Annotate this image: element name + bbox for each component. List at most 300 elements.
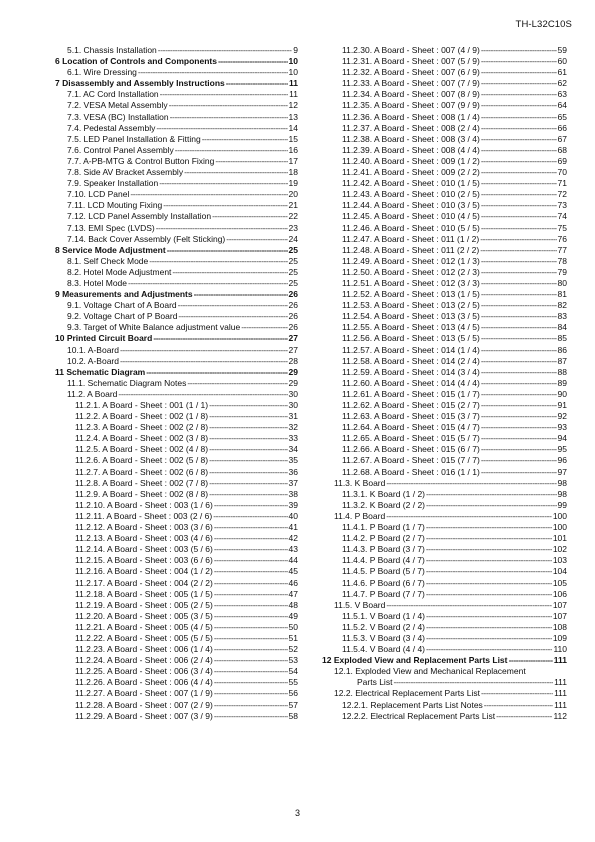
- toc-leader-dots: [481, 688, 553, 699]
- toc-entry[interactable]: [55, 178, 298, 189]
- toc-entry-title: 10.1. A-Board: [67, 344, 119, 355]
- toc-entry-title: 11.2.61. A Board - Sheet : 015 (1 / 7): [342, 388, 480, 399]
- toc-entry-title: 11.2.11. A Board - Sheet : 003 (2 / 6): [75, 510, 213, 521]
- toc-entry-title: 11.3. K Board: [334, 477, 386, 488]
- toc-entry[interactable]: [322, 622, 567, 633]
- toc-entry-title: 11.2.3. A Board - Sheet : 002 (2 / 8): [75, 422, 209, 433]
- toc-page-number: 48: [288, 599, 298, 610]
- toc-leader-dots: [481, 389, 557, 400]
- toc-page-number: 54: [288, 666, 298, 677]
- toc-page-number: 21: [288, 200, 298, 211]
- toc-page-number: 30: [288, 388, 298, 399]
- toc-entry[interactable]: [55, 256, 298, 267]
- toc-page-number: 60: [557, 56, 567, 67]
- toc-entry[interactable]: [55, 211, 298, 222]
- toc-leader-dots: [426, 589, 552, 600]
- toc-entry[interactable]: [55, 112, 298, 123]
- toc-entry[interactable]: [55, 478, 298, 489]
- toc-entry[interactable]: [322, 711, 567, 722]
- toc-leader-dots: [481, 378, 557, 389]
- toc-section-entry[interactable]: [55, 245, 298, 256]
- toc-entry-title: 11.2.59. A Board - Sheet : 014 (3 / 4): [342, 366, 480, 377]
- toc-leader-dots: [172, 267, 287, 278]
- toc-entry-title: 11.2.66. A Board - Sheet : 015 (6 / 7): [342, 444, 480, 455]
- toc-page-number: 88: [557, 366, 567, 377]
- toc-page-number: 14: [288, 122, 298, 133]
- toc-leader-dots: [481, 455, 557, 466]
- toc-entry-title: 7.4. Pedestal Assembly: [67, 122, 156, 133]
- toc-page-number: 46: [288, 577, 298, 588]
- toc-leader-dots: [481, 100, 557, 111]
- toc-entry[interactable]: [322, 544, 567, 555]
- toc-entry-title: 11.2.42. A Board - Sheet : 010 (1 / 5): [342, 178, 480, 189]
- toc-entry-title: 11.2.63. A Board - Sheet : 015 (3 / 7): [342, 411, 480, 422]
- toc-entry[interactable]: [55, 467, 298, 478]
- toc-entry[interactable]: [322, 666, 567, 688]
- toc-entry[interactable]: [322, 100, 567, 111]
- toc-entry[interactable]: [322, 467, 567, 478]
- toc-leader-dots: [481, 289, 557, 300]
- toc-entry[interactable]: [55, 700, 298, 711]
- toc-leader-dots: [481, 178, 557, 189]
- toc-page-number: 111: [554, 677, 567, 688]
- toc-entry[interactable]: [322, 178, 567, 189]
- toc-page-number: 89: [557, 377, 567, 388]
- toc-page-number: 10: [288, 56, 298, 67]
- toc-entry[interactable]: [55, 234, 298, 245]
- toc-section-entry[interactable]: [55, 56, 298, 67]
- toc-entry-title: 11.2.5. A Board - Sheet : 002 (4 / 8): [75, 444, 209, 455]
- toc-entry[interactable]: [55, 345, 298, 356]
- toc-leader-dots: [138, 67, 288, 78]
- toc-entry[interactable]: [55, 89, 298, 100]
- toc-page-number: 67: [557, 133, 567, 144]
- toc-page-number: 103: [552, 555, 567, 566]
- toc-leader-dots: [481, 67, 557, 78]
- toc-page-number: 77: [557, 244, 567, 255]
- toc-section-entry[interactable]: [55, 333, 298, 344]
- toc-entry[interactable]: [322, 211, 567, 222]
- toc-leader-dots: [481, 123, 557, 134]
- toc-entry[interactable]: [322, 489, 567, 500]
- toc-entry[interactable]: [322, 367, 567, 378]
- toc-entry[interactable]: [55, 522, 298, 533]
- toc-entry[interactable]: [55, 389, 298, 400]
- toc-leader-dots: [481, 45, 557, 56]
- toc-entry[interactable]: [55, 100, 298, 111]
- toc-page-number: 16: [288, 144, 298, 155]
- toc-entry[interactable]: [322, 256, 567, 267]
- toc-leader-dots: [481, 167, 557, 178]
- toc-page-number: 93: [557, 422, 567, 433]
- toc-entry[interactable]: [322, 533, 567, 544]
- toc-leader-dots: [209, 411, 287, 422]
- toc-page-number: 99: [557, 499, 567, 510]
- toc-entry[interactable]: [55, 677, 298, 688]
- toc-leader-dots: [156, 123, 287, 134]
- toc-entry[interactable]: [322, 578, 567, 589]
- toc-entry[interactable]: [55, 267, 298, 278]
- toc-page-number: 104: [552, 566, 567, 577]
- toc-leader-dots: [209, 444, 287, 455]
- toc-page-number: 29: [288, 377, 298, 388]
- toc-entry-title: 11.2.18. A Board - Sheet : 005 (1 / 5): [75, 588, 213, 599]
- toc-entry-title: 11.2.52. A Board - Sheet : 013 (1 / 5): [342, 289, 480, 300]
- toc-entry[interactable]: [55, 566, 298, 577]
- toc-leader-dots: [214, 500, 288, 511]
- toc-page-number: 102: [552, 544, 567, 555]
- toc-entry-title: 11.4.6. P Board (6 / 7): [342, 577, 425, 588]
- toc-entry[interactable]: [322, 89, 567, 100]
- toc-entry[interactable]: [55, 711, 298, 722]
- toc-page-number: 91: [557, 400, 567, 410]
- toc-entry[interactable]: [322, 500, 567, 511]
- toc-leader-dots: [484, 700, 553, 711]
- toc-entry[interactable]: [55, 666, 298, 677]
- toc-entry[interactable]: [322, 300, 567, 311]
- toc-entry[interactable]: [322, 433, 567, 444]
- toc-entry[interactable]: [55, 500, 298, 511]
- toc-entry[interactable]: [322, 112, 567, 123]
- toc-entry[interactable]: [55, 134, 298, 145]
- toc-entry[interactable]: [322, 123, 567, 134]
- toc-leader-dots: [481, 211, 557, 222]
- toc-page-number: 58: [288, 710, 298, 721]
- toc-leader-dots: [209, 455, 287, 466]
- toc-leader-dots: [118, 389, 287, 400]
- toc-entry-title: 11.2.10. A Board - Sheet : 003 (1 / 6): [75, 499, 213, 510]
- toc-leader-dots: [170, 112, 288, 123]
- toc-entry-title: 11.2.57. A Board - Sheet : 014 (1 / 4): [342, 344, 480, 355]
- toc-leader-dots: [496, 711, 552, 722]
- toc-page-number: 29: [288, 366, 298, 377]
- toc-page-number: 41: [288, 522, 298, 533]
- toc-entry-title: 11.2.58. A Board - Sheet : 014 (2 / 4): [342, 355, 480, 366]
- toc-entry[interactable]: [322, 333, 567, 344]
- toc-entry[interactable]: [322, 611, 567, 622]
- toc-leader-dots: [241, 322, 287, 333]
- toc-entry-title: 11.3.2. K Board (2 / 2): [342, 499, 425, 510]
- toc-entry[interactable]: [55, 444, 298, 455]
- toc-page-number: 86: [557, 344, 567, 355]
- toc-entry[interactable]: [322, 289, 567, 300]
- toc-entry[interactable]: [322, 311, 567, 322]
- toc-leader-dots: [481, 223, 557, 234]
- toc-entry[interactable]: [322, 389, 567, 400]
- toc-page-number: 80: [557, 277, 567, 288]
- toc-entry[interactable]: [55, 688, 298, 699]
- toc-leader-dots: [214, 655, 288, 666]
- toc-entry-title: 11.2.2. A Board - Sheet : 002 (1 / 8): [75, 411, 209, 422]
- toc-page-number: 107: [552, 599, 567, 610]
- toc-leader-dots: [120, 356, 288, 367]
- toc-entry[interactable]: [55, 578, 298, 589]
- toc-page-number: 72: [557, 189, 567, 200]
- toc-leader-dots: [426, 622, 552, 633]
- toc-entry[interactable]: [322, 478, 567, 489]
- toc-leader-dots: [386, 478, 556, 489]
- toc-entry-title: 11.4.2. P Board (2 / 7): [342, 533, 425, 544]
- toc-entry-title: 11.2. A Board: [67, 388, 118, 399]
- toc-entry[interactable]: [55, 378, 298, 389]
- toc-entry-title: 11.2.8. A Board - Sheet : 002 (7 / 8): [75, 477, 209, 488]
- toc-entry-title: 11.5. V Board: [334, 599, 386, 610]
- toc-entry[interactable]: [322, 522, 567, 533]
- toc-entry[interactable]: [55, 655, 298, 666]
- toc-entry[interactable]: [55, 67, 298, 78]
- toc-entry[interactable]: [322, 345, 567, 356]
- toc-entry[interactable]: [55, 223, 298, 234]
- toc-section-entry[interactable]: [55, 289, 298, 300]
- toc-entry[interactable]: [322, 134, 567, 145]
- toc-entry-title: 11.2.53. A Board - Sheet : 013 (2 / 5): [342, 300, 480, 311]
- toc-leader-dots: [426, 500, 557, 511]
- toc-entry[interactable]: [55, 300, 298, 311]
- toc-leader-dots: [128, 278, 288, 289]
- toc-leader-dots: [187, 378, 287, 389]
- toc-page-number: 27: [288, 333, 298, 344]
- toc-entry-title: 11.2.35. A Board - Sheet : 007 (9 / 9): [342, 100, 480, 111]
- toc-page-number: 62: [557, 78, 567, 89]
- document-model-number: TH-L32C10S: [515, 19, 572, 30]
- toc-leader-dots: [214, 578, 288, 589]
- toc-entry-title: 12.2. Electrical Replacement Parts List: [334, 688, 480, 699]
- toc-entry[interactable]: [55, 311, 298, 322]
- toc-entry[interactable]: [322, 145, 567, 156]
- toc-leader-dots: [426, 611, 552, 622]
- toc-entry-title: 11.2.36. A Board - Sheet : 008 (1 / 4): [342, 111, 480, 122]
- toc-page-number: 110: [553, 644, 567, 655]
- toc-entry[interactable]: [322, 644, 567, 655]
- toc-entry[interactable]: [322, 700, 567, 711]
- toc-entry-title: 9.2. Voltage Chart of P Board: [67, 311, 178, 322]
- toc-entry[interactable]: [55, 533, 298, 544]
- toc-entry-title: 11.2.56. A Board - Sheet : 013 (5 / 5): [342, 333, 480, 344]
- toc-page-number: 32: [288, 422, 298, 433]
- toc-entry[interactable]: [322, 56, 567, 67]
- toc-entry[interactable]: [55, 356, 298, 367]
- toc-entry[interactable]: [55, 322, 298, 333]
- toc-entry-title: 11.2.7. A Board - Sheet : 002 (6 / 8): [75, 466, 209, 477]
- toc-page-number: 106: [552, 588, 567, 599]
- toc-leader-dots: [120, 345, 288, 356]
- toc-entry[interactable]: [322, 589, 567, 600]
- toc-leader-dots: [209, 467, 287, 478]
- toc-entry[interactable]: [322, 633, 567, 644]
- toc-entry[interactable]: [55, 422, 298, 433]
- toc-entry-title: 11.2.62. A Board - Sheet : 015 (2 / 7): [342, 400, 480, 410]
- toc-page-number: 107: [552, 610, 567, 621]
- toc-leader-dots: [481, 300, 557, 311]
- toc-entry[interactable]: [55, 633, 298, 644]
- toc-entry[interactable]: [55, 411, 298, 422]
- toc-entry[interactable]: [55, 123, 298, 134]
- toc-entry[interactable]: [322, 223, 567, 234]
- toc-entry[interactable]: [322, 378, 567, 389]
- toc-page-number: 101: [552, 533, 567, 544]
- toc-entry-title: 11.2.67. A Board - Sheet : 015 (7 / 7): [342, 455, 480, 466]
- toc-entry-title: 6 Location of Controls and Components: [55, 56, 217, 67]
- toc-column-right: [322, 45, 567, 722]
- toc-page-number: 39: [288, 499, 298, 510]
- toc-leader-dots: [481, 322, 557, 333]
- toc-page-number: 44: [288, 555, 298, 566]
- toc-leader-dots: [214, 622, 288, 633]
- toc-page-number: 100: [552, 522, 567, 533]
- toc-entry[interactable]: [322, 455, 567, 466]
- toc-entry-title: 11.2.47. A Board - Sheet : 011 (1 / 2): [342, 233, 480, 244]
- toc-entry-title-continued: Parts List: [357, 677, 393, 688]
- toc-leader-dots: [178, 300, 288, 311]
- toc-page-number: 49: [288, 610, 298, 621]
- toc-entry-title: 7.10. LCD Panel: [67, 189, 130, 200]
- toc-entry[interactable]: [55, 156, 298, 167]
- toc-entry[interactable]: [322, 511, 567, 522]
- toc-entry[interactable]: [322, 411, 567, 422]
- toc-leader-dots: [169, 100, 288, 111]
- toc-section-entry[interactable]: [55, 367, 298, 378]
- toc-leader-dots: [214, 589, 288, 600]
- toc-entry[interactable]: [55, 622, 298, 633]
- toc-entry-title: 7 Disassembly and Assembly Instructions: [55, 78, 225, 89]
- toc-leader-dots: [481, 267, 557, 278]
- toc-entry-title: 11.2.6. A Board - Sheet : 002 (5 / 8): [75, 455, 209, 466]
- toc-page-number: 92: [557, 411, 567, 422]
- toc-entry[interactable]: [55, 400, 298, 411]
- toc-entry-title: 11.5.4. V Board (4 / 4): [342, 644, 425, 655]
- toc-entry-title: 11.2.38. A Board - Sheet : 008 (3 / 4): [342, 133, 480, 144]
- toc-entry[interactable]: [55, 511, 298, 522]
- toc-entry[interactable]: [322, 600, 567, 611]
- toc-entry[interactable]: [55, 145, 298, 156]
- toc-entry-title: 9.3. Target of White Balance adjustment value: [67, 322, 241, 333]
- toc-entry-title: 8.3. Hotel Mode: [67, 277, 128, 288]
- toc-entry-title: 12.2.2. Electrical Replacement Parts List: [342, 710, 496, 721]
- toc-page-number: 66: [557, 122, 567, 133]
- toc-entry[interactable]: [55, 455, 298, 466]
- toc-entry-title: 11.2.17. A Board - Sheet : 004 (2 / 2): [75, 577, 213, 588]
- toc-leader-dots: [426, 522, 552, 533]
- toc-entry-title: 7.5. LED Panel Installation & Fitting: [67, 133, 201, 144]
- toc-leader-dots: [426, 555, 552, 566]
- toc-leader-dots: [481, 256, 557, 267]
- toc-leader-dots: [426, 544, 552, 555]
- toc-entry[interactable]: [322, 200, 567, 211]
- toc-entry-title: 11.4.7. P Board (7 / 7): [342, 588, 425, 599]
- toc-section-entry[interactable]: [55, 78, 298, 89]
- toc-page-number: 90: [557, 388, 567, 399]
- toc-leader-dots: [481, 422, 557, 433]
- toc-entry[interactable]: [322, 156, 567, 167]
- toc-entry[interactable]: [322, 688, 567, 699]
- toc-entry[interactable]: [322, 422, 567, 433]
- toc-page-number: 85: [557, 333, 567, 344]
- toc-entry[interactable]: [322, 400, 567, 411]
- toc-leader-dots: [218, 56, 288, 67]
- toc-leader-dots: [481, 433, 557, 444]
- toc-section-entry[interactable]: [322, 655, 567, 666]
- toc-page-number: 65: [557, 111, 567, 122]
- toc-entry[interactable]: [322, 245, 567, 256]
- toc-entry-title: 11.2.64. A Board - Sheet : 015 (4 / 7): [342, 422, 480, 433]
- toc-entry[interactable]: [322, 167, 567, 178]
- toc-entry[interactable]: [55, 167, 298, 178]
- toc-entry-title: 11.2.44. A Board - Sheet : 010 (3 / 5): [342, 200, 480, 211]
- toc-page-number: 50: [288, 621, 298, 632]
- toc-entry-title: 11.4.1. P Board (1 / 7): [342, 522, 425, 533]
- toc-page-number: 69: [557, 155, 567, 166]
- toc-page-number: 98: [557, 477, 567, 488]
- toc-entry-title: 7.13. EMI Spec (LVDS): [67, 222, 155, 233]
- toc-leader-dots: [214, 666, 288, 677]
- toc-entry[interactable]: [55, 200, 298, 211]
- toc-entry[interactable]: [55, 489, 298, 500]
- toc-entry[interactable]: [55, 555, 298, 566]
- toc-page-number: 109: [552, 632, 567, 643]
- toc-entry[interactable]: [322, 78, 567, 89]
- toc-leader-dots: [214, 555, 288, 566]
- toc-leader-dots: [146, 367, 287, 378]
- toc-leader-dots: [213, 511, 287, 522]
- toc-entry[interactable]: [322, 67, 567, 78]
- toc-entry[interactable]: [322, 45, 567, 56]
- toc-entry[interactable]: [55, 45, 298, 56]
- toc-leader-dots: [386, 600, 551, 611]
- toc-page-number: 28: [288, 355, 298, 366]
- toc-entry[interactable]: [55, 611, 298, 622]
- toc-page-number: 47: [288, 588, 298, 599]
- toc-leader-dots: [481, 411, 557, 422]
- toc-entry[interactable]: [322, 322, 567, 333]
- toc-entry[interactable]: [55, 278, 298, 289]
- toc-entry-title: 7.7. A-PB-MTG & Control Button Fixing: [67, 155, 215, 166]
- toc-entry[interactable]: [55, 600, 298, 611]
- toc-entry-title: 11.2.12. A Board - Sheet : 003 (3 / 6): [75, 522, 213, 533]
- toc-entry[interactable]: [322, 444, 567, 455]
- toc-entry[interactable]: [322, 555, 567, 566]
- toc-entry[interactable]: [55, 433, 298, 444]
- toc-entry[interactable]: [322, 566, 567, 577]
- toc-entry-title: 11.2.28. A Board - Sheet : 007 (2 / 9): [75, 699, 213, 710]
- toc-leader-dots: [481, 467, 557, 478]
- toc-page-number: 73: [557, 200, 567, 211]
- toc-entry[interactable]: [55, 644, 298, 655]
- toc-entry-title: 9.1. Voltage Chart of A Board: [67, 300, 177, 311]
- toc-leader-dots: [209, 433, 287, 444]
- toc-entry[interactable]: [322, 356, 567, 367]
- toc-leader-dots: [214, 700, 288, 711]
- toc-entry[interactable]: [322, 234, 567, 245]
- toc-entry[interactable]: [322, 189, 567, 200]
- toc-entry-title: 11.2.46. A Board - Sheet : 010 (5 / 5): [342, 222, 480, 233]
- toc-leader-dots: [481, 145, 557, 156]
- toc-page-number: 108: [552, 621, 567, 632]
- toc-entry[interactable]: [55, 544, 298, 555]
- toc-page-number: 96: [557, 455, 567, 466]
- toc-leader-dots: [158, 45, 292, 56]
- toc-leader-dots: [481, 200, 557, 211]
- toc-leader-dots: [426, 566, 552, 577]
- toc-page-number: 71: [557, 178, 567, 189]
- toc-entry[interactable]: [55, 589, 298, 600]
- toc-leader-dots: [215, 156, 287, 167]
- toc-entry[interactable]: [322, 278, 567, 289]
- toc-page-number: 43: [288, 544, 298, 555]
- toc-entry[interactable]: [55, 189, 298, 200]
- toc-entry[interactable]: [322, 267, 567, 278]
- toc-entry-title: 11.2.51. A Board - Sheet : 012 (3 / 3): [342, 277, 480, 288]
- toc-page-number: 63: [557, 89, 567, 100]
